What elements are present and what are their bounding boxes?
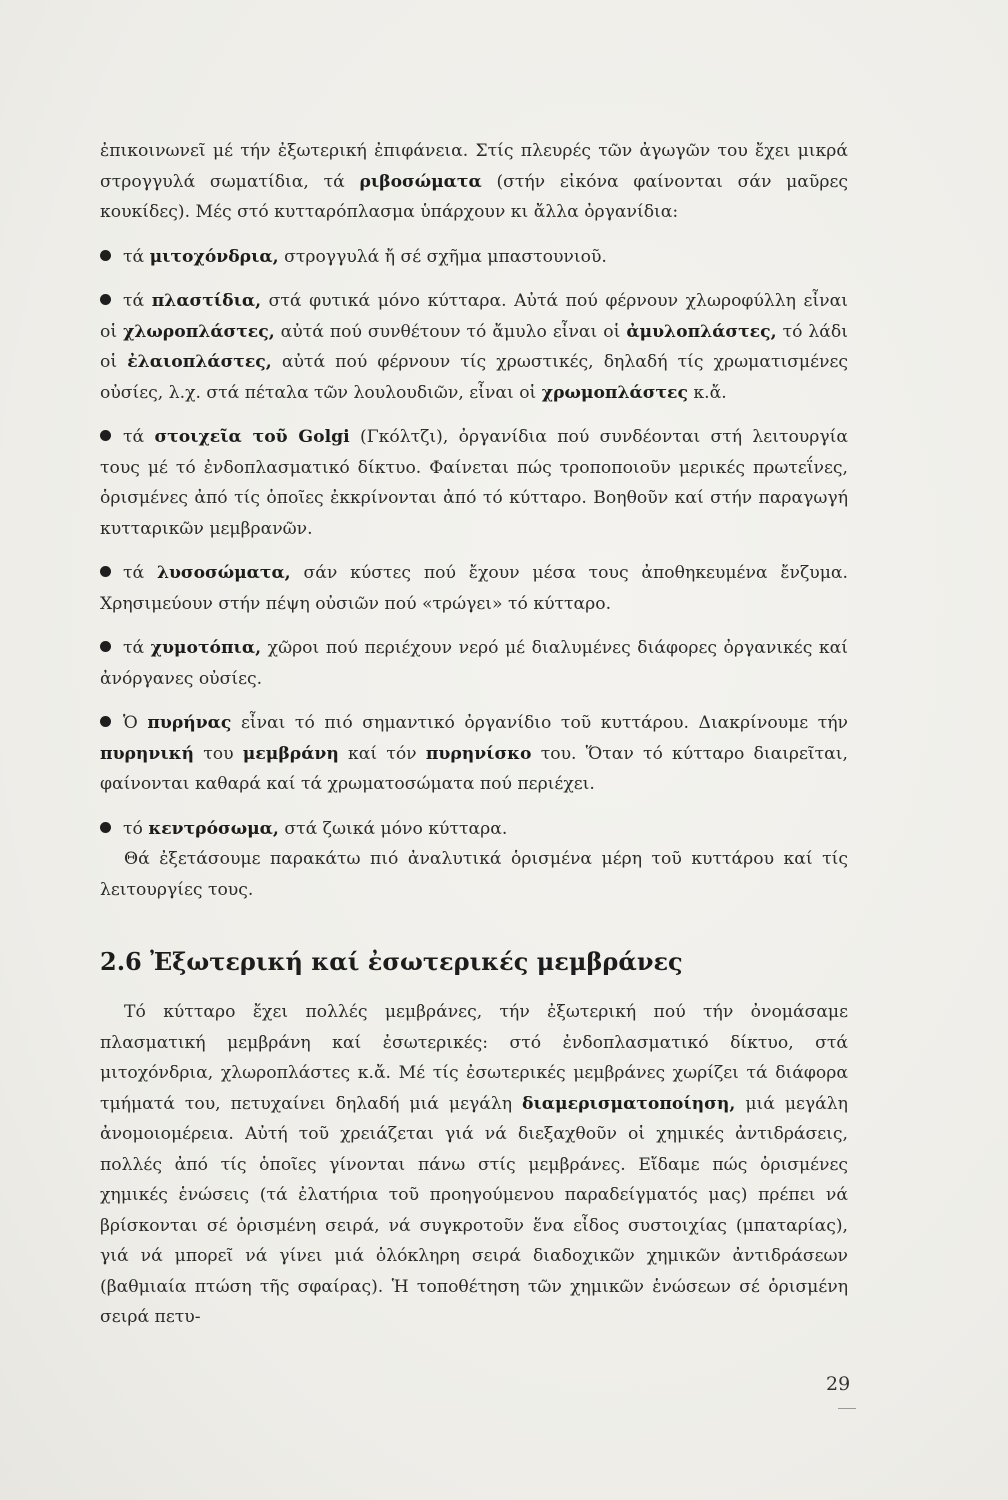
- bullet-icon: [100, 566, 111, 577]
- bold-term: μεμβράνη: [242, 743, 339, 764]
- page-number: 29: [826, 1373, 851, 1395]
- text-run: στρογγυλά ἤ σέ σχῆμα μπαστουνιοῦ.: [278, 246, 607, 267]
- bold-term: ἐλαιοπλάστες,: [127, 352, 272, 372]
- bold-term: λυσοσώματα,: [156, 563, 291, 583]
- bold-term: ριβοσώματα: [359, 171, 482, 192]
- bullet-icon: [100, 822, 111, 833]
- text-run: τό λάδι οἱ: [100, 321, 848, 372]
- bold-term: διαμερισματοποίηση,: [522, 1093, 736, 1114]
- bullet-icon: [100, 250, 111, 261]
- page-number-rule: [838, 1408, 856, 1409]
- text-run: στά ζωικά μόνο κύτταρα.: [278, 818, 508, 839]
- bold-term: πλαστίδια,: [151, 291, 262, 311]
- text-run: τά: [123, 427, 155, 447]
- text-run: τά: [123, 246, 150, 267]
- bold-term: κεντρόσωμα,: [148, 818, 279, 839]
- text-run: στά φυτικά μόνο κύτταρα. Αὐτά πού φέρνουν χλωροφύλλη εἶναι οἱ: [100, 291, 848, 342]
- text-run: καί τόν: [338, 743, 426, 764]
- text-run: τό: [123, 818, 149, 839]
- list-item-centrosome: [100, 814, 848, 845]
- text-run: σάν κύστες πού ἔχουν μέσα τους ἀποθηκευμένα ἔνζυμα. Χρησιμεύουν στήν πέψη οὐσιῶν πού «τρώγει» τό κύτταρο.: [100, 563, 848, 614]
- bold-term: χυμοτόπια,: [150, 638, 262, 658]
- list-item-mitochondria: [100, 242, 848, 273]
- text-run: (Γκόλτζι), ὀργανίδια πού συνδέονται στή λειτουργία τους μέ τό ἐνδοπλασματικό δίκτυο. Φαίνεται πώς τροποποιοῦν μερικές πρωτεΐνες, ὁρισμένες ἀπό τίς ὁποῖες ἐκκρίνονται ἀπό τό κύτταρο. Βοηθοῦν καί στήν παραγωγή κυτταρικῶν μεμβρανῶν.: [100, 427, 848, 539]
- list-item-golgi: [100, 422, 848, 544]
- list-item-vacuoles: [100, 633, 848, 694]
- list-item-nucleus: [100, 708, 848, 800]
- text-run: εἶναι τό πιό σημαντικό ὀργανίδιο τοῦ κυττάρου. Διακρίνουμε τήν: [231, 713, 848, 733]
- text-run: κ.ἄ.: [687, 382, 727, 403]
- text-run: αὐτά πού φέρνουν τίς χρωστικές, δηλαδή τίς χρωματισμένες οὐσίες, λ.χ. στά πέταλα τῶν λουλουδιῶν, εἶναι οἱ: [100, 352, 848, 403]
- bold-term: μιτοχόνδρια,: [149, 246, 279, 267]
- bullet-icon: [100, 430, 111, 441]
- text-run: αὐτά πού συνθέτουν τό ἄμυλο εἶναι οἱ: [274, 321, 627, 342]
- bold-term: χρωμοπλάστες: [541, 382, 688, 403]
- bold-term: πυρηνίσκο: [425, 743, 532, 764]
- text-run: τά: [123, 291, 152, 311]
- text-run: (στήν εἰκόνα φαίνονται σάν μαῦρες κουκίδες). Μές στό κυτταρόπλασμα ὑπάρχουν κι ἄλλα ὀργανίδια:: [100, 171, 848, 222]
- bold-term: στοιχεῖα τοῦ Golgi: [154, 427, 350, 447]
- bullet-icon: [100, 294, 111, 305]
- text-run: του. Ὅταν τό κύτταρο διαιρεῖται, φαίνονται καθαρά καί τά χρωματοσώματα πού περιέχει.: [100, 743, 848, 794]
- bullet-icon: [100, 641, 111, 652]
- text-run: Ὁ: [123, 713, 148, 733]
- bullet-icon: [100, 716, 111, 727]
- section-heading: 2.6 Ἐξωτερική καί ἐσωτερικές μεμβράνες: [100, 947, 683, 976]
- list-item-plastids: [100, 286, 848, 408]
- text-run: Τό κύτταρο ἔχει πολλές μεμβράνες, τήν ἐξωτερική πού τήν ὀνομάσαμε πλασματική μεμβράνη καί ἐσωτερικές: στό ἐνδοπλασματικό δίκτυο, στά μιτοχόνδρια, χλωροπλάστες κ.ἄ. Μέ τίς ἐσωτερικές μεμβράνες χωρίζει τά διάφορα τμήματά του, πετυχαίνει δηλαδή μιά μεγάλη: [100, 1002, 848, 1114]
- list-item-lysosomes: [100, 558, 848, 619]
- intro-paragraph: [100, 136, 848, 228]
- text-run: τά: [123, 563, 157, 583]
- text-run: ἐπικοινωνεῖ μέ τήν ἐξωτερική ἐπιφάνεια. Στίς πλευρές τῶν ἀγωγῶν του ἔχει μικρά στρογγυλά σωματίδια, τά: [100, 141, 848, 192]
- bold-term: πυρήνας: [147, 713, 232, 733]
- text-run: μιά μεγάλη ἀνομοιομέρεια. Αὐτή τοῦ χρειάζεται γιά νά διεξαχθοῦν οἱ χημικές ἀντιδράσεις, πολλές ἀπό τίς ὁποῖες γίνονται πάνω στίς μεμβράνες. Εἴδαμε πώς ὁρισμένες χημικές ἑνώσεις (τά ἐλατήρια τοῦ προηγούμενου παραδείγματός μας) πρέπει νά βρίσκονται σέ ὁρισμένη σειρά, νά συγκροτοῦν ἕνα εἶδος συστοιχίας (μπαταρίας), γιά νά μπορεῖ νά γίνει μιά ὁλόκληρη σειρά διαδοχικῶν χημικῶν ἀντιδράσεων (βαθμιαία πτώση τῆς σφαίρας). Ἡ τοποθέτηση τῶν χημικῶν ἑνώσεων σέ ὁρισμένη σειρά πετυ-: [100, 1093, 848, 1327]
- text-run: του: [194, 743, 243, 764]
- bold-term: χλωροπλάστες,: [123, 321, 275, 342]
- body-text: [100, 136, 848, 1333]
- text-run: τά: [123, 638, 151, 658]
- section-paragraph: [100, 997, 848, 1333]
- bold-term: ἀμυλοπλάστες,: [626, 321, 777, 342]
- closing-paragraph: Θά ἐξετάσουμε παρακάτω πιό ἀναλυτικά ὁρισμένα μέρη τοῦ κυττάρου καί τίς λειτουργίες τους.: [100, 849, 848, 900]
- text-run: χῶροι πού περιέχουν νερό μέ διαλυμένες διάφορες ὀργανικές καί ἀνόργανες οὐσίες.: [100, 638, 848, 689]
- bold-term: πυρηνική: [100, 743, 195, 764]
